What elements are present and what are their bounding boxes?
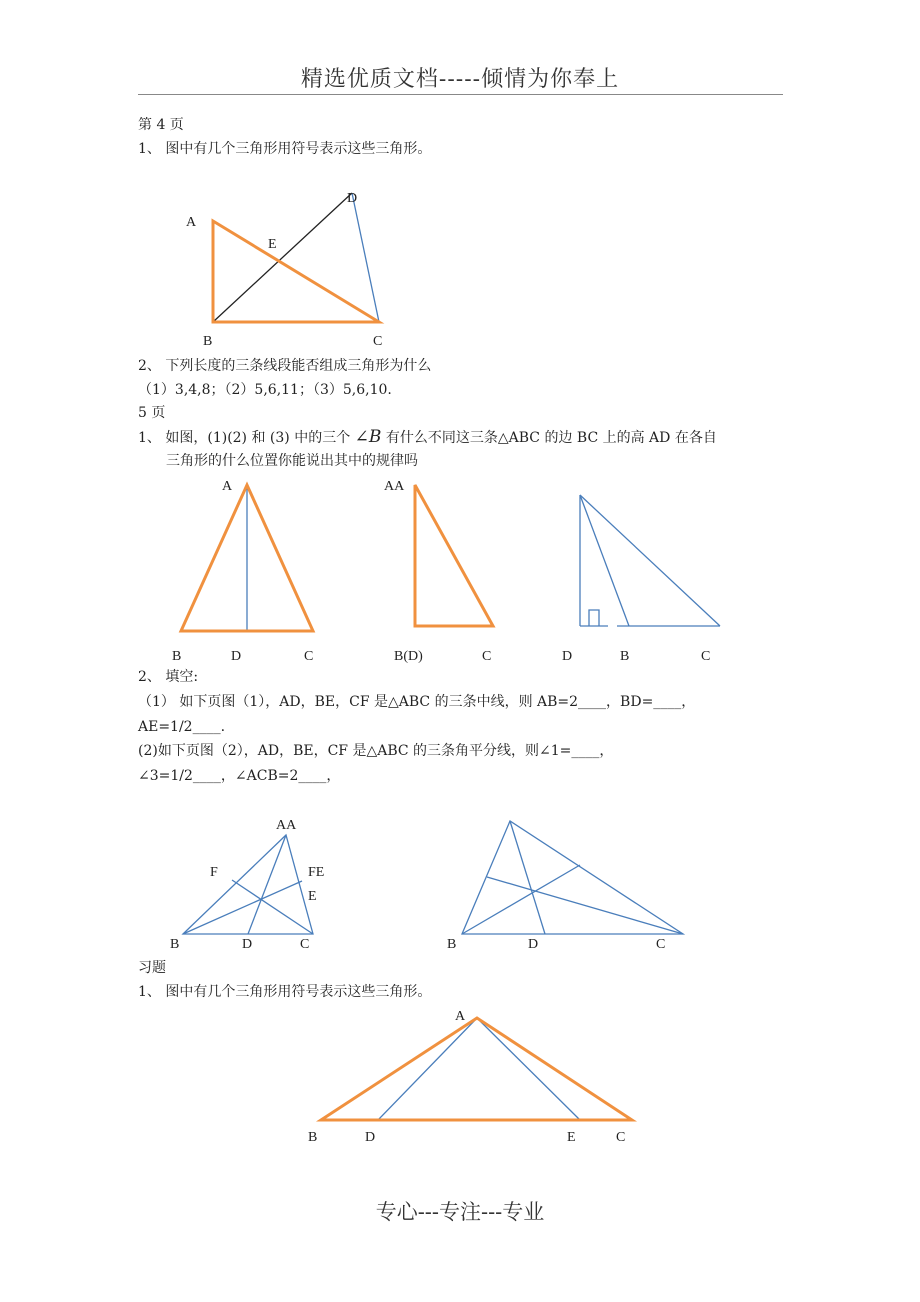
- section-heading-p4: 第 4 页: [138, 117, 184, 133]
- label-c: C: [656, 937, 666, 952]
- question-p4-1: 1、 图中有几个三角形用符号表示这些三角形。: [138, 141, 432, 157]
- label-e: E: [567, 1130, 576, 1145]
- label-a: AA: [276, 818, 297, 833]
- label-d: D: [231, 649, 242, 664]
- figure-p4-triangles: [186, 191, 382, 349]
- side-ac: [580, 495, 720, 626]
- bisector-ad: [510, 821, 545, 934]
- question-exercise-1: 1、 图中有几个三角形用符号表示这些三角形。: [138, 984, 432, 1000]
- label-a: A: [186, 215, 197, 230]
- label-fe: FE: [308, 865, 325, 880]
- segment-ae: [477, 1018, 580, 1120]
- fill-blank-1a: （1） 如下页图（1），AD，BE，CF 是△ABC 的三条中线，则 AB=2____，BD=____，: [138, 694, 696, 710]
- fill-blank-1b: AE=1/2____.: [138, 719, 226, 735]
- label-d: D: [365, 1130, 376, 1145]
- figure-medians: [183, 835, 313, 934]
- label-d: D: [347, 191, 358, 206]
- median-be: [183, 881, 302, 934]
- label-e: E: [268, 237, 277, 252]
- label-b: B: [447, 937, 457, 952]
- segment-ad: [378, 1018, 477, 1120]
- label-b: B: [620, 649, 630, 664]
- median-ad: [248, 835, 286, 934]
- angle-b-symbol: ∠B: [354, 427, 382, 447]
- triangle-abc: [462, 821, 683, 934]
- label-b: B: [308, 1130, 318, 1145]
- section-heading-p5: 5 页: [138, 405, 166, 421]
- label-d: D: [562, 649, 573, 664]
- figure-exercise-triangles: [308, 1009, 632, 1145]
- fill-blank-2b: ∠3=1/2____，∠ACB=2____，: [138, 768, 341, 784]
- question-p5-1-line2: 三角形的什么位置你能说出其中的规律吗: [166, 453, 418, 469]
- label-d: D: [528, 937, 539, 952]
- label-d: D: [242, 937, 253, 952]
- label-bd: B(D): [394, 649, 423, 664]
- section-heading-exercise: 习题: [138, 960, 166, 976]
- question-p4-2: 2、 下列长度的三条线段能否组成三角形为什么: [138, 358, 432, 374]
- label-b: B: [170, 937, 180, 952]
- segment-bd: [213, 193, 352, 322]
- side-ab: [580, 495, 629, 626]
- label-e: E: [308, 889, 317, 904]
- label-b: B: [203, 334, 213, 349]
- triangle-abc-orange: [213, 221, 379, 322]
- question-p5-1-post: 有什么不同这三条△ABC 的边 BC 上的高 AD 在各自: [385, 430, 717, 446]
- figure-obtuse-triangle: [580, 495, 720, 626]
- label-c: C: [482, 649, 492, 664]
- page-header: 精选优质文档-----倾情为你奉上: [300, 67, 620, 92]
- page-footer: 专心---专注---专业: [375, 1200, 545, 1224]
- segment-dc: [352, 193, 379, 322]
- figure-acute-triangle: [172, 479, 313, 664]
- label-c: C: [300, 937, 310, 952]
- label-c: C: [701, 649, 711, 664]
- figure-right-triangle: [384, 479, 493, 664]
- label-b: B: [172, 649, 182, 664]
- right-angle-mark: [589, 610, 599, 626]
- figure-angle-bisectors: [462, 821, 683, 934]
- label-a: AA: [384, 479, 405, 494]
- triangle-right-orange: [415, 485, 493, 626]
- label-c: C: [616, 1130, 626, 1145]
- question-p5-2: 2、 填空:: [138, 669, 199, 685]
- bisector-cf: [487, 877, 683, 934]
- question-p4-2-options: （1）3,4,8；（2）5,6,11；（3）5,6,10.: [138, 382, 392, 398]
- question-p5-1-pre: 1、 如图，(1)(2) 和 (3) 中的三个: [138, 430, 351, 446]
- label-f: F: [210, 865, 218, 880]
- label-c: C: [304, 649, 314, 664]
- label-a: A: [222, 479, 233, 494]
- fill-blank-2a: (2)如下页图（2），AD，BE，CF 是△ABC 的三条角平分线，则∠1=____，: [138, 743, 614, 759]
- label-c: C: [373, 334, 383, 349]
- triangle-abc-orange: [321, 1018, 632, 1120]
- label-a: A: [455, 1009, 466, 1024]
